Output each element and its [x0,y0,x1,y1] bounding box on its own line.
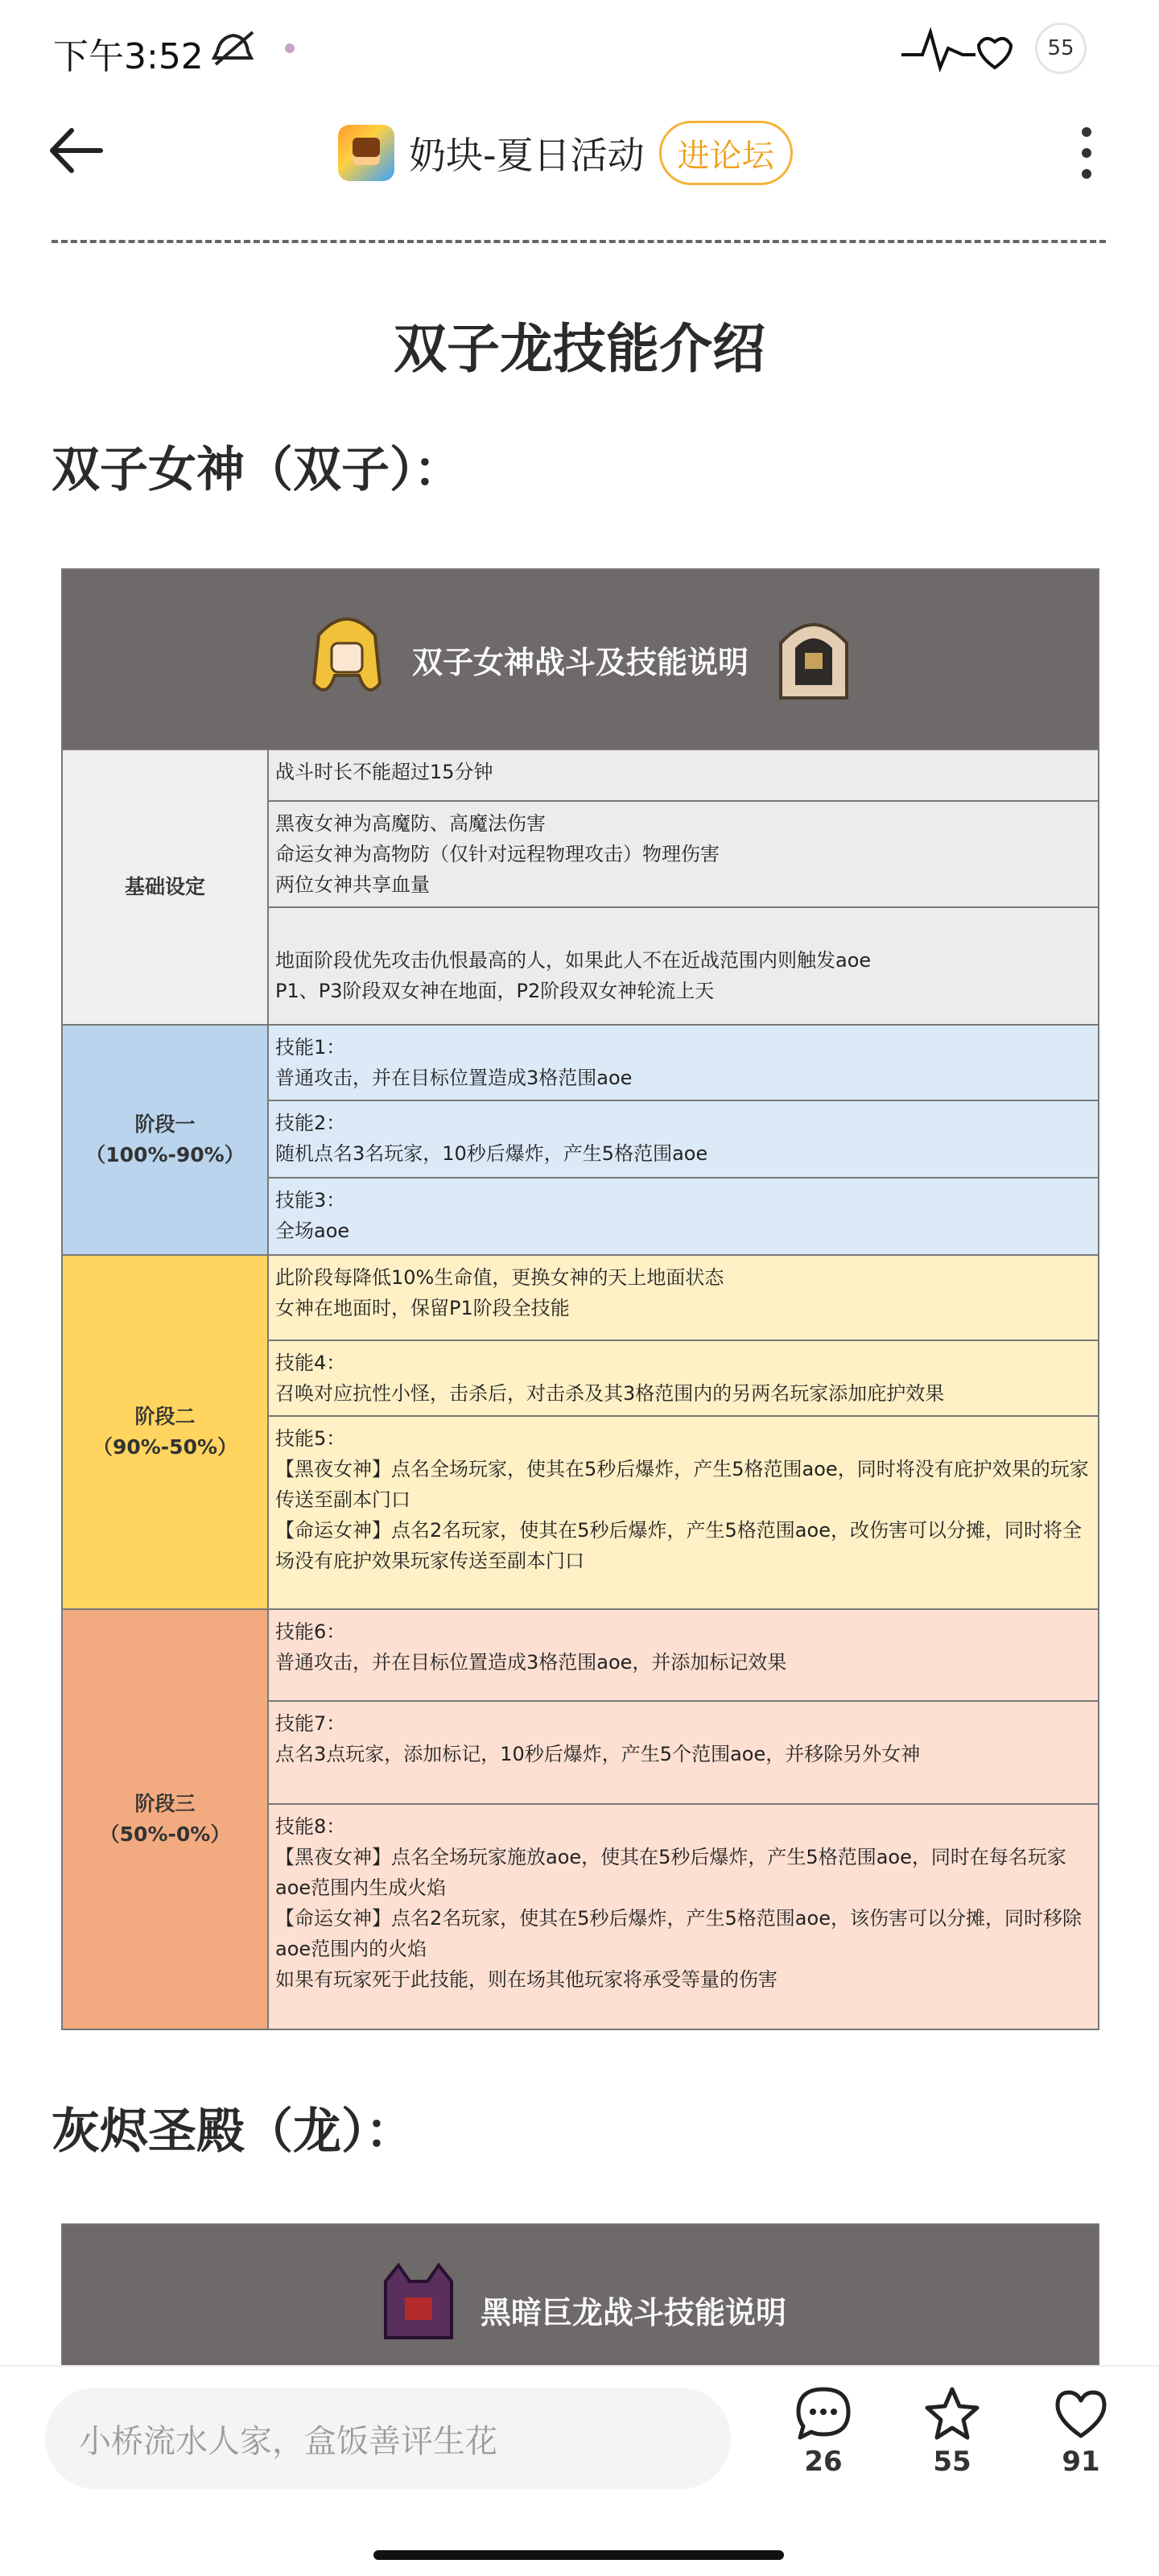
cell-text-line: 全场aoe [275,1220,350,1242]
stage-label [63,750,269,1024]
mute-icon [211,29,259,69]
table-cell [269,800,1098,906]
comment-input[interactable]: 小桥流水人家，盒饭善评生花 [45,2388,731,2489]
cell-text-line: 点名3点玩家，添加标记，10秒后爆炸，产生5个范围aoe，并移除另外女神 [275,1743,921,1765]
cell-text-line: 普通攻击，并在目标位置造成3格范围aoe，并添加标记效果 [275,1651,787,1674]
cell-text-line: 技能2： [275,1112,346,1134]
table-cell [269,1100,1098,1177]
table-cell [269,1256,1098,1340]
cell-text-line: 战斗时长不能超过15分钟 [275,761,493,783]
comment-button[interactable] [779,2384,868,2478]
cell-text-line: P1、P3阶段双女神在地面，P2阶段双女神轮流上天 [275,980,715,1002]
cell-text-line: 技能7： [275,1712,346,1735]
stage-label-line: 基础设定 [124,875,205,898]
table-body [63,749,1098,2029]
enter-forum-button[interactable]: 进论坛 [659,121,793,185]
table-cell [269,1610,1098,1700]
table-cell [269,1026,1098,1100]
table-banner-title: 双子女神战斗及技能说明 [411,644,749,680]
cell-text-line: 技能1： [275,1036,346,1059]
dragon-skill-table[interactable] [61,2223,1099,2368]
status-time: 下午3:52 [53,36,204,77]
cell-text-line: 此阶段每降低10%生命值，更换女神的天上地面状态 [275,1266,724,1289]
stage-label [63,1610,269,2029]
cell-text-line: 【命运女神】点名2名玩家，使其在5秒后爆炸，产生5格范围aoe，改伤害可以分摊，同时将全场没有庇护效果玩家传送至副本门口 [275,1519,1082,1572]
favorite-button[interactable] [908,2384,996,2478]
cell-text-line: 技能4： [275,1352,346,1374]
battery-indicator: 55 [1035,23,1087,74]
star-icon [922,2384,982,2444]
cell-text-line: 两位女神共享血量 [275,873,430,896]
table-cell [269,1700,1098,1803]
like-count: 91 [1062,2446,1100,2478]
table-cell [269,750,1098,800]
heart-rate-icon [898,24,1019,72]
stage-label-line: 阶段二 [134,1405,196,1428]
cell-text-line: 技能3： [275,1189,346,1212]
section-heading-twins: 双子女神（双子）： [52,442,462,498]
cell-text-line: 【黑夜女神】点名全场玩家施放aoe，使其在5秒后爆炸，产生5格范围aoe，同时在每名玩家aoe范围内生成火焰 [275,1846,1066,1899]
status-bar [0,0,1159,97]
cell-text-line: 地面阶段优先攻击仇恨最高的人，如果此人不在近战范围内则触发aoe [275,949,872,972]
section-heading-dragon: 灰烬圣殿（龙）： [52,2103,414,2160]
cell-text-line: 召唤对应抗性小怪，击杀后，对击杀及其3格范围内的另两名玩家添加庇护效果 [275,1382,945,1405]
stage-label-line: 阶段一 [134,1113,196,1136]
stage-cells [269,1026,1098,1254]
cell-text-line: 命运女神为高物防（仅针对远程物理攻击）物理伤害 [275,843,720,865]
flower-icon [282,40,298,56]
stage-row-phase3 [63,1608,1098,2029]
table-cell [269,1803,1098,2029]
comment-count: 26 [804,2446,843,2478]
cell-text-line: 技能6： [275,1620,346,1643]
cell-text-line: 技能5： [275,1427,346,1450]
dragon-banner-title: 黑暗巨龙战斗技能说明 [480,2295,786,2330]
stage-cells [269,1256,1098,1608]
cell-text-line: 【命运女神】点名2名玩家，使其在5秒后爆炸，产生5格范围aoe，该伤害可以分摊，同时移除aoe范围内的火焰 [275,1907,1082,1960]
comment-icon [794,2384,853,2444]
cell-text-line: 技能8： [275,1815,346,1838]
like-button[interactable] [1037,2384,1125,2478]
table-cell [269,1177,1098,1254]
stage-label [63,1256,269,1608]
more-vertical-icon[interactable] [1062,113,1111,193]
stage-row-basic [63,749,1098,1024]
cell-text-line: 黑夜女神为高魔防、高魔法伤害 [275,812,546,835]
dark-dragon-icon [374,2257,463,2354]
cell-text-line: 【黑夜女神】点名全场玩家，使其在5秒后爆炸，产生5格范围aoe，同时将没有庇护效果的玩家传送至副本门口 [275,1458,1089,1511]
stage-label-line: 阶段三 [134,1792,196,1815]
divider [52,240,1106,243]
page-title: 奶块-夏日活动 [409,134,645,177]
stage-label-line: （50%-0%） [99,1823,231,1846]
twins-skill-table[interactable] [61,568,1099,2030]
heart-icon [1051,2384,1111,2444]
stage-cells [269,1610,1098,2029]
app-header [0,97,1159,209]
stage-row-phase2 [63,1254,1098,1608]
home-indicator[interactable] [373,2550,784,2560]
stage-label-line: （90%-50%） [92,1435,238,1459]
stage-label-line: （100%-90%） [85,1143,245,1166]
cell-text-line: 随机点名3名玩家，10秒后爆炸，产生5格范围aoe [275,1142,708,1165]
game-app-icon [338,125,394,181]
cell-text-line [275,914,1093,945]
stage-label [63,1026,269,1254]
hooded-goddess-icon [769,611,858,708]
stage-cells [269,750,1098,1024]
table-cell [269,1340,1098,1415]
table-cell [269,1415,1098,1608]
cell-text-line: 如果有玩家死于此技能，则在场其他玩家将承受等量的伤害 [275,1968,777,1991]
article-title: 双子龙技能介绍 [394,318,765,380]
table-cell [269,906,1098,1024]
status-right [898,23,1087,74]
stage-row-phase1 [63,1024,1098,1254]
arrow-left-icon [44,122,109,179]
back-button[interactable] [40,114,113,187]
cell-text-line: 普通攻击，并在目标位置造成3格范围aoe [275,1067,633,1089]
header-center [338,119,793,187]
table-banner [63,570,1098,749]
bottom-action-bar [0,2365,1159,2576]
cell-text-line: 女神在地面时，保留P1阶段全技能 [275,1297,570,1319]
star-count: 55 [933,2446,971,2478]
goddess-portrait-icon [303,611,391,708]
